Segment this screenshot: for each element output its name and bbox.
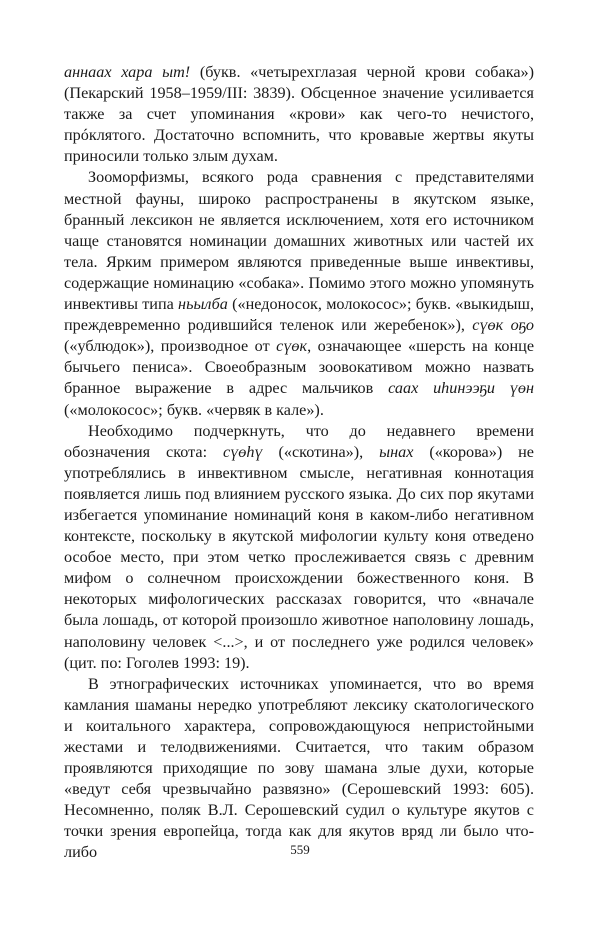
text-run: , означающее «шерсть на конце бычьего пениса». Своеобразным зоовокативом можно назвать бранное выражение в адрес мальчиков	[64, 337, 534, 398]
text-run: («ублюдок»), производное от	[64, 337, 277, 356]
paragraph	[64, 62, 534, 167]
italic-term: сүөһү	[223, 442, 263, 461]
page-body	[64, 62, 534, 864]
italic-term: саах иһинээҕи үөн	[388, 379, 535, 398]
text-run: («молокосос»; букв. «червяк в кале»).	[64, 400, 324, 419]
italic-term: сүөк	[276, 337, 308, 356]
page-number: 559	[290, 842, 310, 857]
paragraph	[64, 674, 534, 864]
italic-term: аннаах хара ыт!	[64, 63, 191, 81]
paragraph	[64, 421, 534, 674]
italic-term: сүөк оҕо	[472, 316, 534, 335]
text-run: В этнографических источниках упоминается, что во время камлания шаманы нередко употребляют лексику скатологического и коитального характера, сопровождающуюся непристойными жестами и телодвижениями. Считается, что таким образом проявляются приходящие по зову шамана злые духи, которые «ведут себя чрезвычайно развязно» (Серошевский 1993: 605). Несомненно, поляк В.Л. Серошевский судил о культуре якутов с точки зрения европейца, тогда как для якутов вряд ли было что-либо	[64, 674, 534, 862]
italic-term: ньылба	[178, 295, 228, 314]
text-run: (букв. «четырехглазая черной крови собака») (Пекарский 1958–1959/III: 3839). Обсценное значение усиливается также за счет упоминания «крови» как чего-то нечистого, прóклятого. Достаточно вспомнить, что кровавые жертвы якуты приносили только злым духам.	[64, 63, 534, 166]
text-run: («недоносок, молокосос»; букв. «выкидыш, преждевременно родившийся теленок или жеребенок»),	[64, 295, 534, 335]
paragraph	[64, 167, 534, 420]
text-run: («корова») не употреблялись в инвективном смысле, негативная коннотация появляется лишь под влиянием русского языка. До сих пор якутами избегается упоминание номинаций коня в каком-либо негативном контексте, поскольку в якутской мифологии культу коня отведено особое место, при этом четко прослеживается связь с древним мифом о солнечном происхождении божественного коня. В некоторых мифологических рассказах говорится, что «вначале была лошадь, от которой произошло животное наполовину лошадь, наполовину человек <...>, и от последнего уже родился человек» (цит. по: Гоголев 1993: 19).	[64, 442, 534, 672]
text-run: Зооморфизмы, всякого рода сравнения с представителями местной фауны, широко распространены в якутском языке, бранный лексикон не является исключением, хотя его источником чаще становятся номинации домашних животных или частей их тела. Ярким примером являются приведенные выше инвективы, содержащие номинацию «собака». Помимо этого можно упомянуть инвективы типа	[64, 168, 534, 314]
text-run: («скотина»),	[262, 442, 380, 461]
text-run: Необходимо подчеркнуть, что до недавнего времени обозначения скота:	[64, 421, 534, 461]
italic-term: ынах	[379, 442, 414, 461]
